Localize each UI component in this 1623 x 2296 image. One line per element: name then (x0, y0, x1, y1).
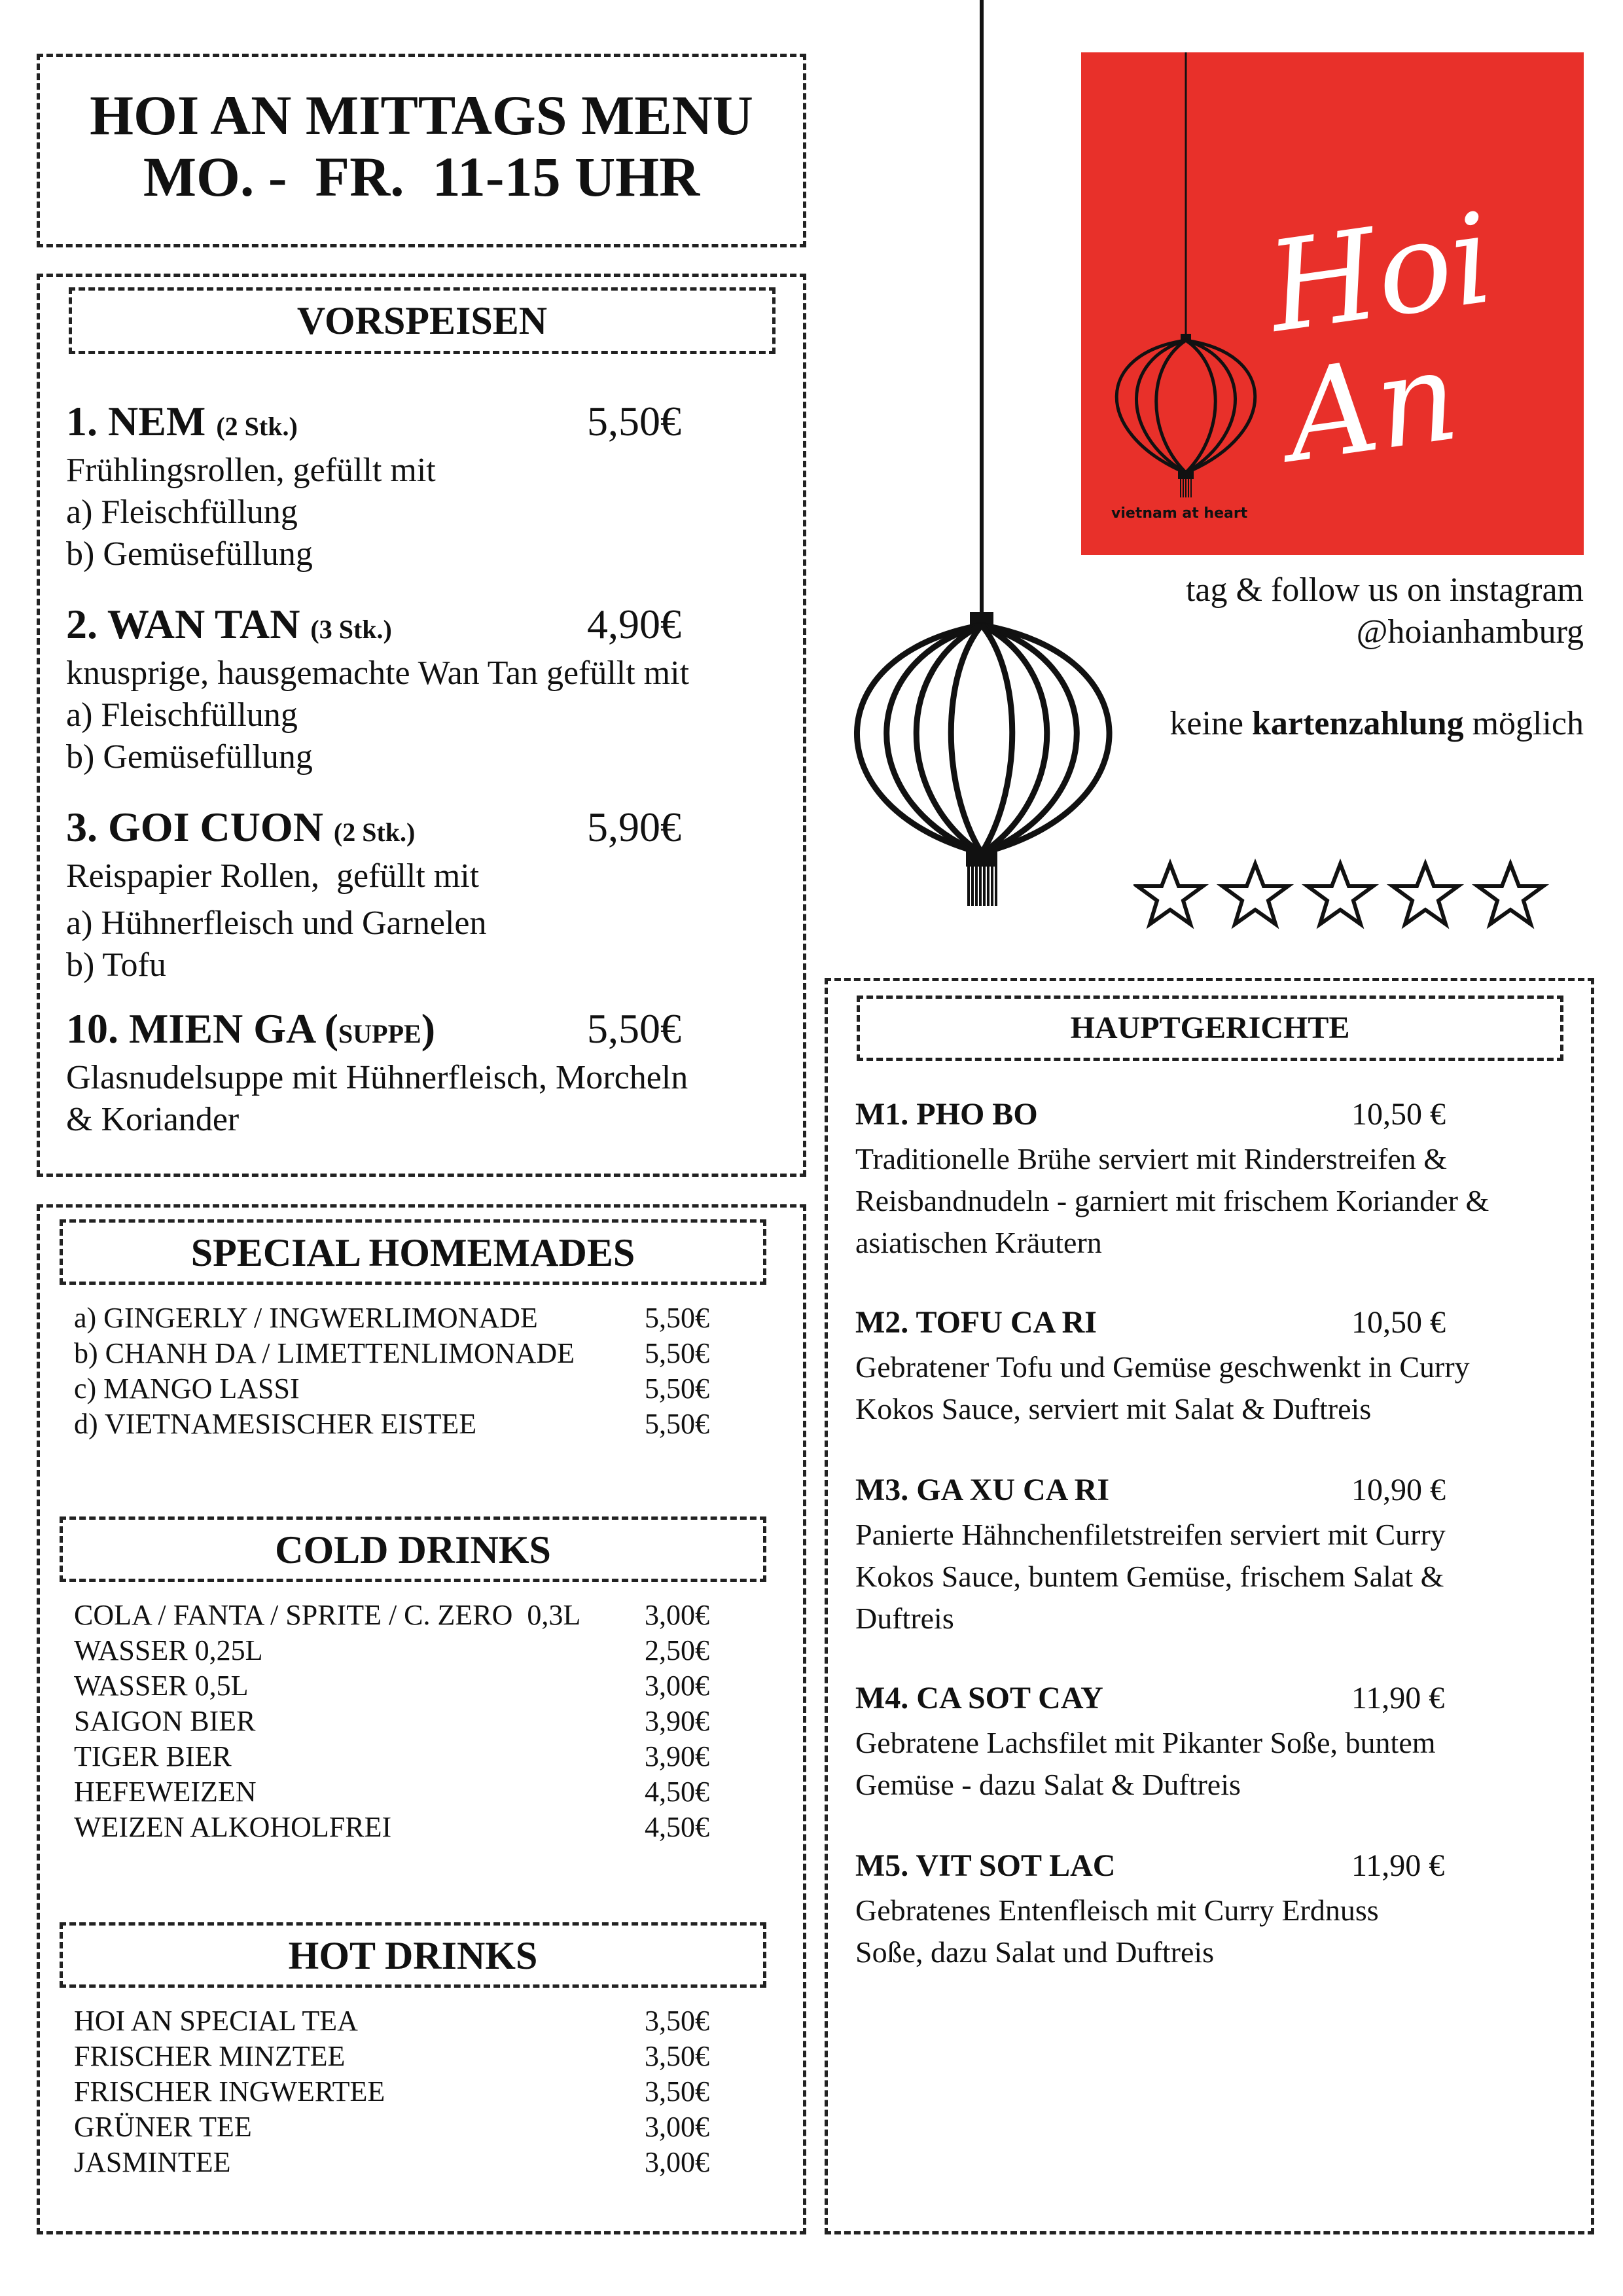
drink-row: a) GINGERLY / INGWERLIMONADE 5,50€ (74, 1302, 709, 1334)
instagram-line: tag & follow us on instagram (1185, 571, 1584, 609)
main-desc-line: Gebratenes Entenfleisch mit Curry Erdnuss (855, 1893, 1379, 1927)
special-heading-box (60, 1219, 766, 1285)
vorspeise-title: 2. WAN TAN (3 Stk.) (66, 601, 392, 647)
menu-header (37, 54, 806, 247)
instagram-handle: @hoianhamburg (1356, 613, 1584, 651)
special-list (74, 1300, 768, 1442)
cold-heading-box (60, 1516, 766, 1582)
hot-heading-box (60, 1922, 766, 1988)
logo-tagline: vietnam at heart (1111, 505, 1248, 522)
vorspeisen-section (37, 274, 806, 1177)
vorspeise-price: 5,50€ (587, 398, 681, 444)
vorspeise-desc-line: b) Gemüsefüllung (66, 738, 313, 776)
drink-row: c) MANGO LASSI 5,50€ (74, 1372, 709, 1405)
vorspeise-price: 4,90€ (587, 601, 681, 647)
drink-row: WASSER 0,5L 3,00€ (74, 1670, 709, 1702)
hot-list (74, 2003, 768, 2180)
main-desc-line: Kokos Sauce, buntem Gemüse, frischem Salat & (855, 1560, 1444, 1593)
vorspeise-item (66, 803, 786, 986)
menu-title: HOI AN MITTAGS MENU (90, 84, 753, 147)
drink-row: COLA / FANTA / SPRITE / C. ZERO 0,3L 3,00€ (74, 1599, 709, 1631)
vorspeise-desc-line: a) Fleischfüllung (66, 696, 298, 734)
drink-row: d) VIETNAMESISCHER EISTEE 5,50€ (74, 1408, 709, 1440)
vorspeise-desc-line: Reispapier Rollen, gefüllt mit (66, 857, 480, 895)
vorspeise-desc-line: a) Hühnerfleisch und Garnelen (66, 905, 487, 942)
vorspeise-item (66, 397, 786, 575)
vorspeise-item (66, 600, 786, 778)
special-heading: SPECIAL HOMEMADES (190, 1231, 635, 1274)
vorspeise-title: 1. NEM (2 Stk.) (66, 398, 298, 444)
logo-script: Hoi An (1259, 186, 1501, 490)
vorspeisen-heading-box (69, 287, 776, 354)
star-outline-icon (1393, 864, 1458, 924)
drinks-section (37, 1204, 806, 2234)
vorspeise-price: 5,50€ (587, 1005, 681, 1052)
drink-row: WEIZEN ALKOHOLFREI 4,50€ (74, 1811, 709, 1843)
hauptgerichte-section (825, 978, 1594, 2234)
menu-hours: MO. - FR. 11-15 UHR (143, 145, 700, 208)
main-title: M5. VIT SOT LAC (855, 1848, 1116, 1883)
main-desc-line: Gemüse - dazu Salat & Duftreis (855, 1768, 1241, 1801)
vorspeisen-heading: VORSPEISEN (296, 299, 548, 342)
drink-row: GRÜNER TEE 3,00€ (74, 2111, 709, 2143)
star-outline-icon (1478, 864, 1543, 924)
vorspeise-desc-line: b) Gemüsefüllung (66, 535, 313, 573)
vorspeise-price: 5,90€ (587, 804, 681, 850)
star-outline-icon (1308, 864, 1373, 924)
main-desc-line: Soße, dazu Salat und Duftreis (855, 1935, 1215, 1969)
logo (1081, 52, 1584, 555)
drink-row: b) CHANH DA / LIMETTENLIMONADE 5,50€ (74, 1337, 709, 1369)
main-desc-line: Traditionelle Brühe serviert mit Rinderstreifen & (855, 1142, 1448, 1175)
vorspeise-desc-line: a) Fleischfüllung (66, 493, 298, 531)
payment-note: keine kartenzahlung möglich (1169, 705, 1584, 742)
vorspeise-desc-line: knusprige, hausgemachte Wan Tan gefüllt mit (66, 655, 690, 692)
star-outline-icon (1137, 864, 1203, 924)
star-outline-icon (1222, 864, 1288, 924)
rating-stars (1133, 857, 1552, 939)
main-price: 11,90 € (1351, 1848, 1445, 1883)
vorspeise-title: 10. MIEN GA (SUPPE) (66, 1005, 435, 1052)
logo-lantern-icon (1101, 52, 1271, 555)
vorspeise-desc-line: Glasnudelsuppe mit Hühnerfleisch, Morcheln (66, 1059, 688, 1096)
main-desc-line: Duftreis (855, 1602, 954, 1635)
main-desc-line: Kokos Sauce, serviert mit Salat & Duftreis (855, 1392, 1372, 1426)
main-desc-line: Gebratene Lachsfilet mit Pikanter Soße, buntem (855, 1726, 1436, 1759)
hauptgerichte-heading: HAUPTGERICHTE (1070, 1011, 1350, 1045)
drink-row: TIGER BIER 3,90€ (74, 1740, 709, 1772)
vorspeise-desc-line: b) Tofu (66, 946, 166, 984)
vorspeise-item (66, 1005, 786, 1141)
main-title: M4. CA SOT CAY (855, 1681, 1103, 1715)
main-title: M2. TOFU CA RI (855, 1305, 1097, 1340)
cold-heading: COLD DRINKS (275, 1528, 551, 1571)
hauptgerichte-heading-box (857, 996, 1563, 1061)
main-title: M3. GA XU CA RI (855, 1473, 1110, 1507)
drink-row: FRISCHER MINZTEE 3,50€ (74, 2040, 709, 2072)
main-item (855, 1472, 1575, 1640)
drink-row: HOI AN SPECIAL TEA 3,50€ (74, 2005, 709, 2037)
vorspeise-desc-line: & Koriander (66, 1101, 240, 1138)
main-title: M1. PHO BO (855, 1097, 1038, 1132)
vorspeise-desc-line: Frühlingsrollen, gefüllt mit (66, 452, 436, 489)
main-desc-line: Panierte Hähnchenfiletstreifen serviert mit Curry (855, 1518, 1446, 1551)
main-item (855, 1096, 1575, 1264)
main-item (855, 1848, 1575, 1973)
main-price: 10,90 € (1351, 1473, 1446, 1507)
main-desc-line: Reisbandnudeln - garniert mit frischem Koriander & (855, 1184, 1489, 1217)
main-price: 11,90 € (1351, 1681, 1445, 1715)
main-price: 10,50 € (1351, 1305, 1446, 1340)
main-price: 10,50 € (1351, 1097, 1446, 1132)
hot-heading: HOT DRINKS (288, 1934, 538, 1977)
main-desc-line: Gebratener Tofu und Gemüse geschwenkt in Curry (855, 1350, 1470, 1384)
drink-row: SAIGON BIER 3,90€ (74, 1705, 709, 1737)
main-desc-line: asiatischen Kräutern (855, 1226, 1102, 1259)
drink-row: JASMINTEE 3,00€ (74, 2146, 709, 2178)
main-item (855, 1680, 1575, 1806)
main-item (855, 1304, 1575, 1430)
drink-row: HEFEWEIZEN 4,50€ (74, 1776, 709, 1808)
cold-list (74, 1598, 768, 1845)
drink-row: WASSER 0,25L 2,50€ (74, 1634, 709, 1666)
vorspeise-title: 3. GOI CUON (2 Stk.) (66, 804, 416, 850)
drink-row: FRISCHER INGWERTEE 3,50€ (74, 2075, 709, 2108)
